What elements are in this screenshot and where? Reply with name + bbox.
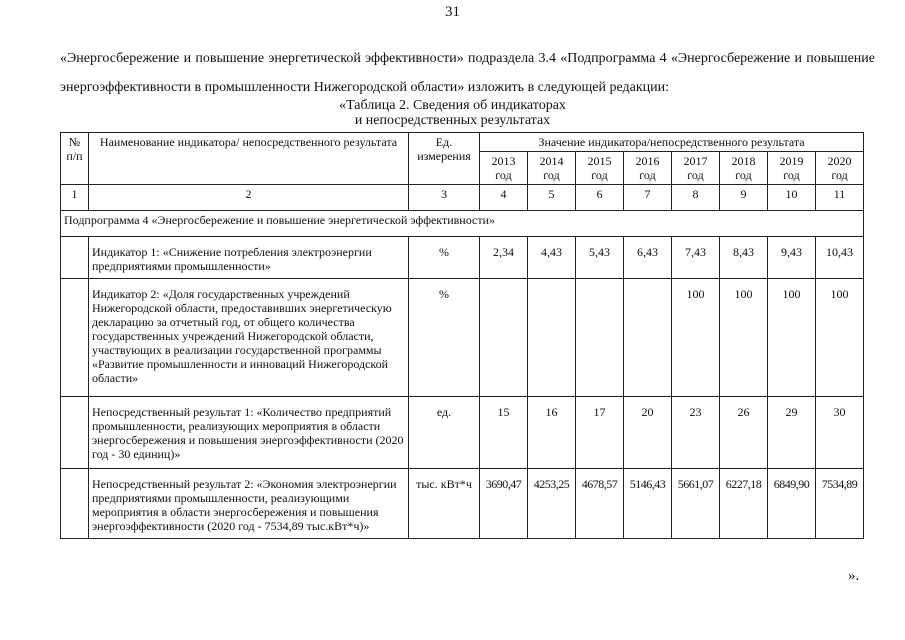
value-cell: 4678,57 — [576, 469, 624, 539]
value-cell: 26 — [720, 397, 768, 469]
value-cell: 9,43 — [768, 237, 816, 279]
column-number: 5 — [528, 185, 576, 211]
year-cell: 2018 год — [720, 152, 768, 185]
value-cell: 100 — [720, 279, 768, 397]
value-cell: 10,43 — [816, 237, 864, 279]
value-cell: 100 — [816, 279, 864, 397]
value-cell: 5661,07 — [672, 469, 720, 539]
row-num — [61, 397, 89, 469]
value-cell: 6227,18 — [720, 469, 768, 539]
column-number: 7 — [624, 185, 672, 211]
value-cell — [576, 279, 624, 397]
table-row — [61, 279, 864, 397]
row-name: Непосредственный результат 2: «Экономия электроэнергии предприятиями промышленности, реализующими мероприятия в области энергосбережения и повышения энергоэффективности (2020 год - 7534,89 тыс.кВт*ч)» — [89, 469, 409, 539]
value-cell: 100 — [768, 279, 816, 397]
value-cell: 4253,25 — [528, 469, 576, 539]
value-cell — [480, 279, 528, 397]
caption-line-1: «Таблица 2. Сведения об индикаторах — [339, 98, 566, 113]
year-cell: 2019 год — [768, 152, 816, 185]
header-name: Наименование индикатора/ непосредственного результата — [89, 133, 409, 185]
value-cell — [528, 279, 576, 397]
subprogram-row — [61, 211, 864, 237]
year-cell: 2017 год — [672, 152, 720, 185]
value-cell: 15 — [480, 397, 528, 469]
value-cell: 5,43 — [576, 237, 624, 279]
value-cell: 16 — [528, 397, 576, 469]
table-row — [61, 397, 864, 469]
year-cell: 2020 год — [816, 152, 864, 185]
value-cell: 6,43 — [624, 237, 672, 279]
column-number: 8 — [672, 185, 720, 211]
value-cell: 7,43 — [672, 237, 720, 279]
table-caption — [0, 98, 905, 128]
column-number: 9 — [720, 185, 768, 211]
subprogram-title: Подпрограмма 4 «Энергосбережение и повышение энергетической эффективности» — [61, 211, 864, 237]
value-cell: 23 — [672, 397, 720, 469]
row-unit: % — [409, 279, 480, 397]
year-cell: 2013 год — [480, 152, 528, 185]
row-name: Индикатор 1: «Снижение потребления электроэнергии предприятиями промышленности» — [89, 237, 409, 279]
column-number: 10 — [768, 185, 816, 211]
header-unit: Ед. измерения — [409, 133, 480, 185]
column-number: 11 — [816, 185, 864, 211]
row-num — [61, 237, 89, 279]
row-unit: ед. — [409, 397, 480, 469]
table-row — [61, 237, 864, 279]
row-unit: тыс. кВт*ч — [409, 469, 480, 539]
caption-line-2: и непосредственных результатах — [354, 113, 551, 128]
value-cell: 5146,43 — [624, 469, 672, 539]
value-cell: 30 — [816, 397, 864, 469]
table-row — [61, 469, 864, 539]
column-number: 4 — [480, 185, 528, 211]
value-cell: 3690,47 — [480, 469, 528, 539]
year-cell: 2014 год — [528, 152, 576, 185]
row-num — [61, 279, 89, 397]
row-name: Индикатор 2: «Доля государственных учреждений Нижегородской области, предоставивших энергетическую декларацию за отчетный год, от общего количества государственных учреждений Нижегородской области, участвующих в реализации государственной программы «Развитие промышленности и инноваций Нижегородской области» — [89, 279, 409, 397]
column-number: 1 — [61, 185, 89, 211]
value-cell: 8,43 — [720, 237, 768, 279]
header-value-group: Значение индикатора/непосредственного результата — [480, 133, 864, 152]
column-number: 2 — [89, 185, 409, 211]
indicators-table — [60, 132, 864, 539]
row-num — [61, 469, 89, 539]
year-cell: 2015 год — [576, 152, 624, 185]
header-row — [61, 133, 864, 152]
value-cell: 2,34 — [480, 237, 528, 279]
row-unit: % — [409, 237, 480, 279]
value-cell: 6849,90 — [768, 469, 816, 539]
header-num: № п/п — [61, 133, 89, 185]
column-number: 3 — [409, 185, 480, 211]
page-number: 31 — [445, 4, 460, 20]
value-cell: 20 — [624, 397, 672, 469]
column-number: 6 — [576, 185, 624, 211]
year-cell: 2016 год — [624, 152, 672, 185]
value-cell: 17 — [576, 397, 624, 469]
row-name: Непосредственный результат 1: «Количество предприятий промышленности, реализующих мероприятия в области энергосбережения и повышения энергоэффективности (2020 год - 30 единиц)» — [89, 397, 409, 469]
intro-paragraph: «Энергосбережение и повышение энергетической эффективности» подраздела 3.4 «Подпрограмма 4 «Энергосбережение и повышение энергоэффективности в промышленности Нижегородской области» изложить в следующей редакции: — [60, 51, 875, 95]
value-cell: 4,43 — [528, 237, 576, 279]
column-numbers-row — [61, 185, 864, 211]
closing-quote-mark: ». — [848, 568, 860, 584]
value-cell: 7534,89 — [816, 469, 864, 539]
value-cell — [624, 279, 672, 397]
value-cell: 29 — [768, 397, 816, 469]
value-cell: 100 — [672, 279, 720, 397]
